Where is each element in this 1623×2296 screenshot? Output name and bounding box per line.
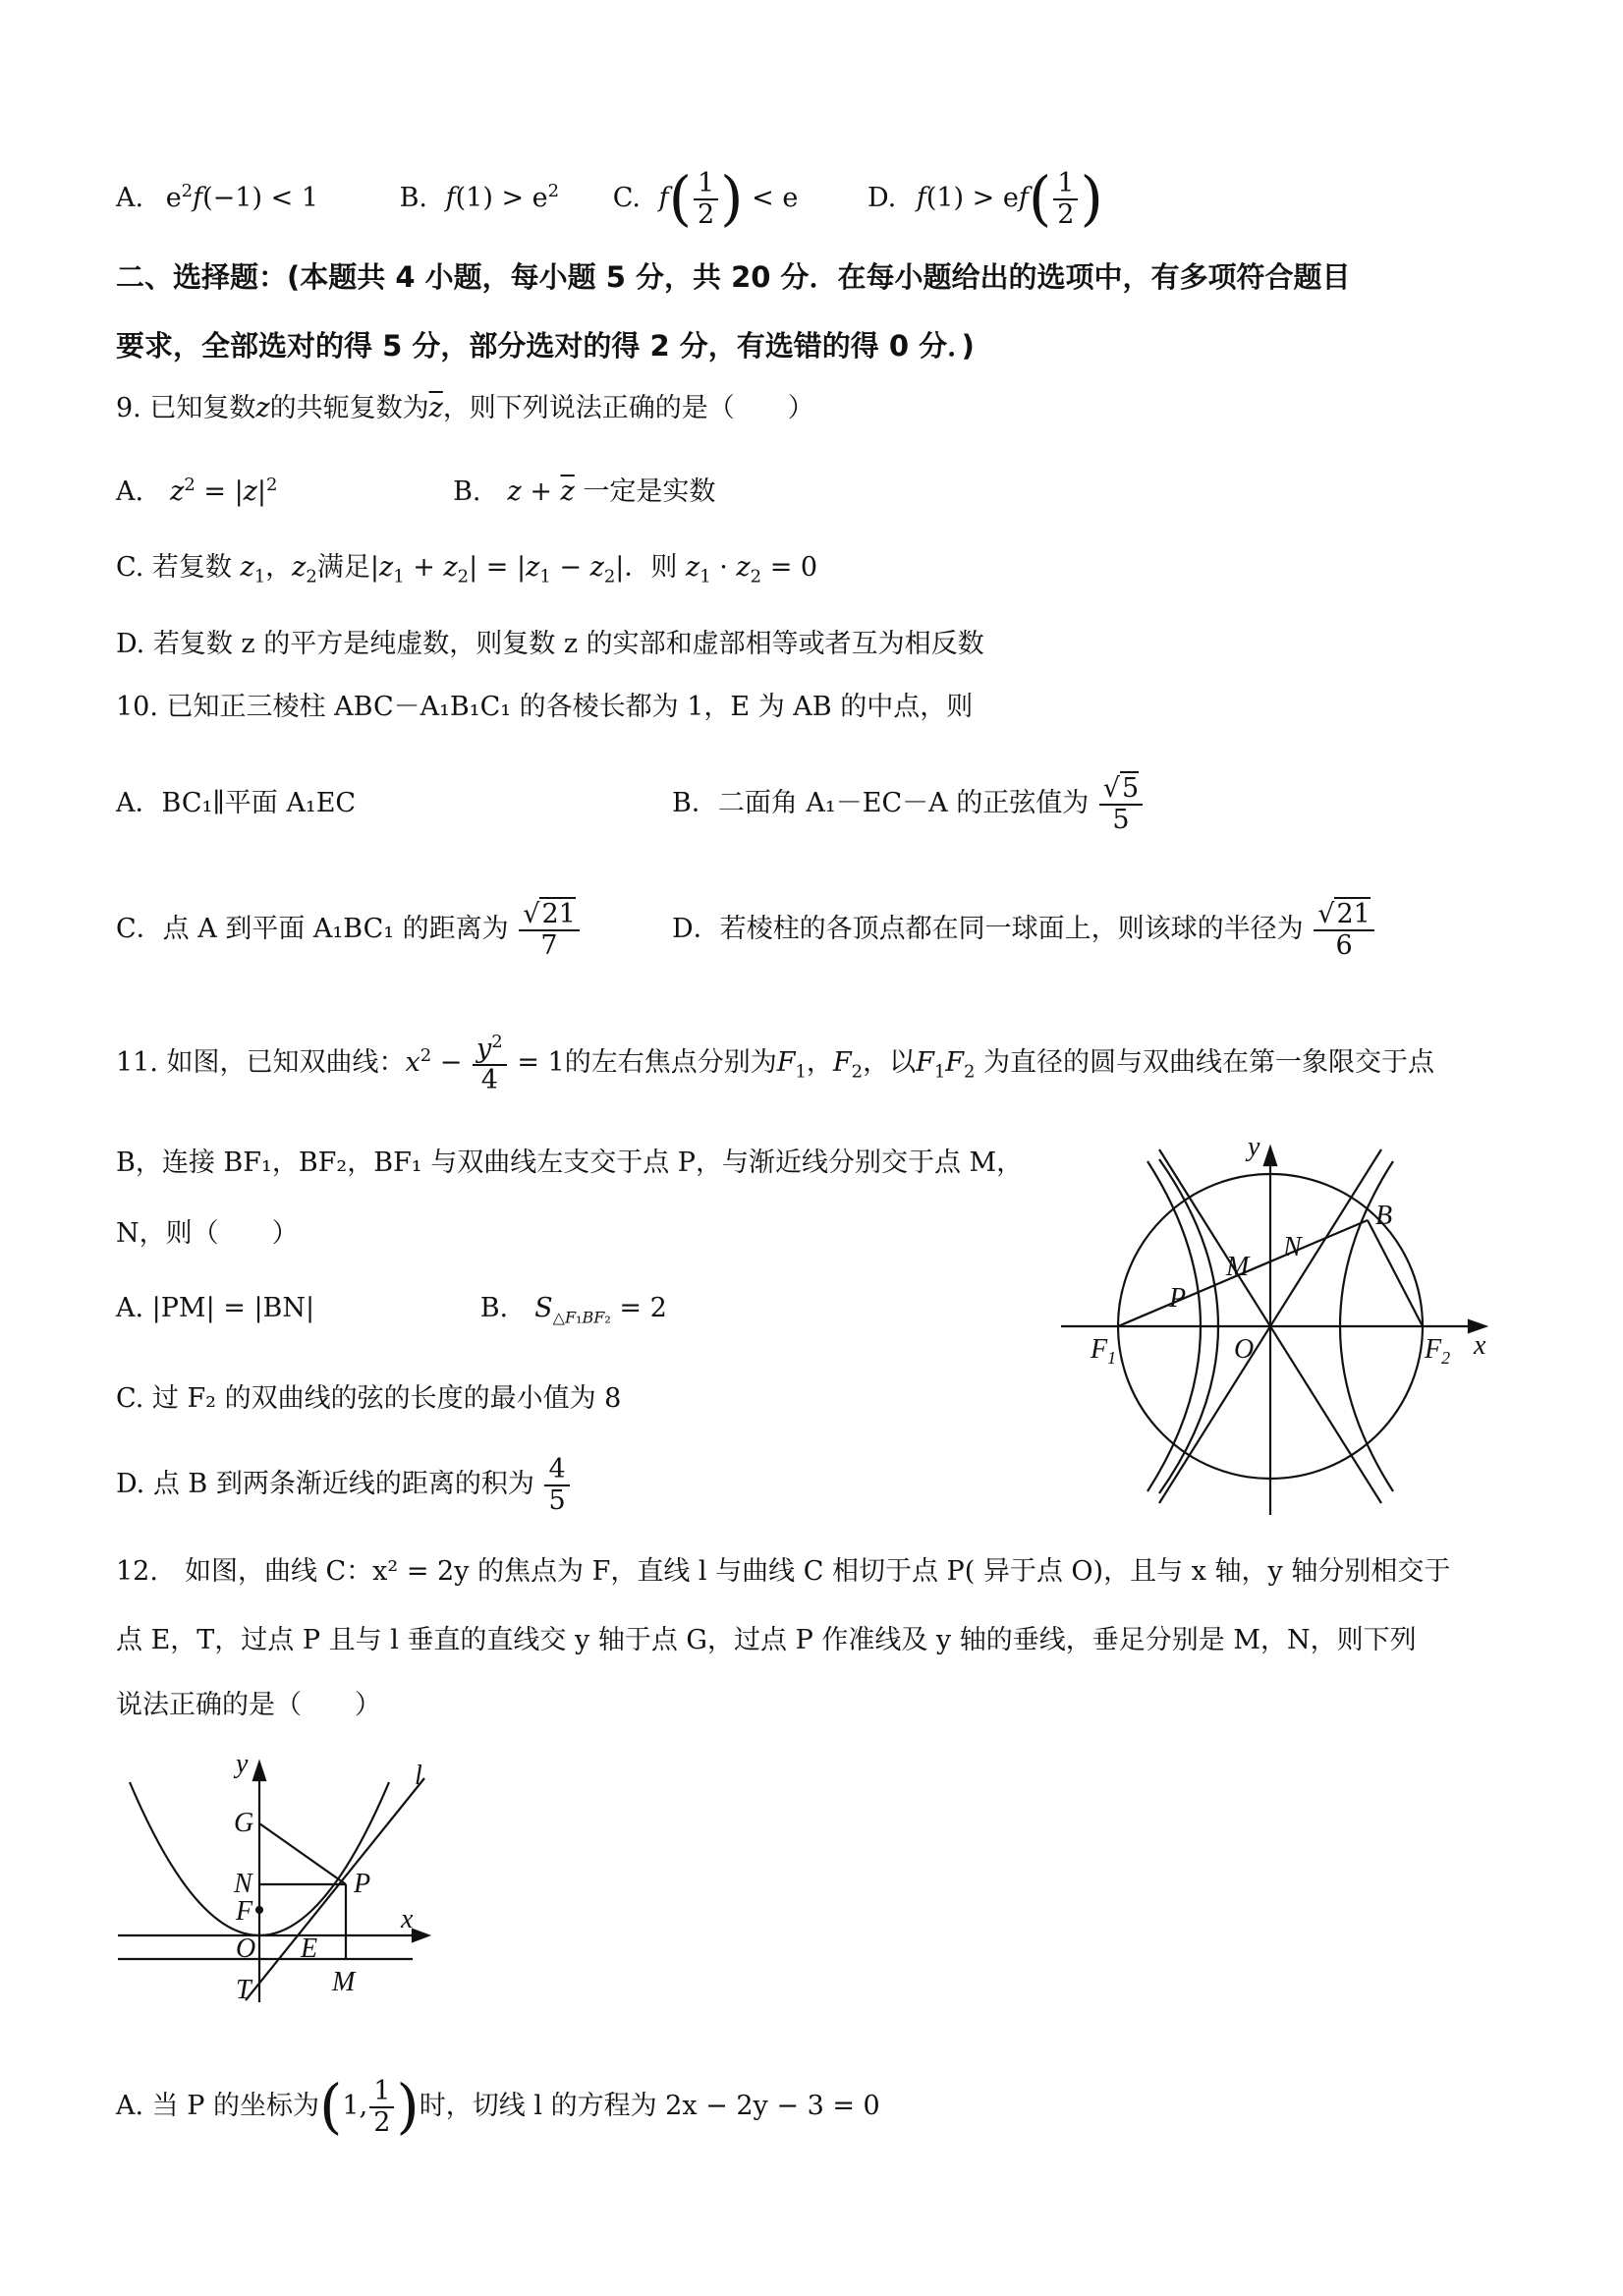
hyperbola-figure: [1061, 1130, 1493, 1523]
q9-stem: 9. 已知复数z的共轭复数为$\overline{z}$，则下列说法正确的是（ ）: [116, 393, 814, 423]
label-y: y: [1248, 1132, 1260, 1162]
label-l: l: [415, 1761, 422, 1791]
q12-line2: 点 E，T，过点 P 且与 l 垂直的直线交 y 轴于点 G，过点 P 作准线及 y 轴的垂线，垂足分别是 M，N，则下列: [116, 1625, 1417, 1655]
y-axis-arrow: [1264, 1148, 1276, 1165]
label-f: F: [236, 1896, 253, 1927]
q10-option-c: C．点 A 到平面 A₁BC₁ 的距离为 $\frac{√21}{7}$: [116, 882, 582, 977]
label-o: O: [236, 1933, 256, 1964]
focus-dot: [255, 1906, 263, 1914]
label-x: x: [1474, 1330, 1486, 1361]
q11-line3: N，则（ ）: [116, 1218, 299, 1249]
q12-option-a: A. 当 P 的坐标为(1, $\frac{1}{2}$ )时，切线 l 的方程为 2x − 2y − 3 = 0: [116, 2072, 880, 2142]
normal-line: [259, 1823, 346, 1884]
q8-option-a: A. $e^2f(-1) < 1$: [116, 181, 318, 213]
q12-line1: 12. 如图，曲线 C：x² = 2y 的焦点为 F，直线 l 与曲线 C 相切于点 P( 异于点 O)，且与 x 轴，y 轴分别相交于: [116, 1556, 1451, 1587]
q8-options: [116, 157, 1103, 234]
q8-option-d: D. f(1) > ef( $\frac{1}{2}$ ): [867, 164, 1103, 234]
q8-option-c: C. f( $\frac{1}{2}$ ) < e: [612, 164, 799, 234]
y-axis-arrow: [253, 1763, 265, 1780]
q11-line2: B，连接 BF₁，BF₂，BF₁ 与双曲线左支交于点 P，与渐近线分别交于点 M，: [116, 1148, 1024, 1178]
q10-stem: 10. 已知正三棱柱 ABC－A₁B₁C₁ 的各棱长都为 1，E 为 AB 的中点，则: [116, 692, 974, 722]
label-f1: $F_1$: [1091, 1334, 1117, 1368]
section2-heading-line1: 二、选择题：(本题共 4 小题，每小题 5 分，共 20 分．在每小题给出的选项中，有多项符合题目: [116, 260, 1351, 294]
label-f2: $F_2$: [1425, 1334, 1451, 1368]
label-p: P: [354, 1869, 371, 1899]
label-t: T: [236, 1975, 252, 2004]
q9-option-c: C. 若复数 $z_1$，$z_2$满足$|z_1 + z_2| = |z_1 - z_2|$．则 $z_1 \cdot z_2 = 0$: [116, 552, 818, 588]
label-e: E: [301, 1933, 318, 1964]
line-bf2: [1368, 1220, 1423, 1326]
label-p: P: [1169, 1283, 1187, 1314]
label-g: G: [234, 1808, 254, 1838]
q9-option-ab: A. $z^2 = |z|^2$ B. $z + \overline{z}$ 一定是实数: [116, 475, 716, 507]
x-axis-arrow: [413, 1930, 428, 1941]
q10-option-a: A．BC₁∥平面 A₁EC: [116, 788, 357, 818]
q9-option-d: D. 若复数 z 的平方是纯虚数，则复数 z 的实部和虚部相等或者互为相反数: [116, 629, 984, 659]
q10-option-d: D．若棱柱的各顶点都在同一球面上，则该球的半径为 $\frac{√21}{6}$: [672, 882, 1376, 977]
q8-option-b: B. $f(1) > e^2$: [399, 181, 560, 213]
q10-option-b: B．二面角 A₁－EC－A 的正弦值为 $\frac{√5}{5}$: [672, 756, 1145, 851]
label-n: N: [234, 1869, 252, 1899]
q11-option-ab: A. |PM| = |BN| B. $S_{\triangle F_1BF_2} = 2$: [116, 1293, 667, 1327]
label-b: B: [1375, 1201, 1393, 1231]
q11-stem: 11. 如图，已知双曲线：$x^2$ − $\frac{y^2}{4}$ = 1的左右焦点分别为$F_1$，$F_2$，以$F_1F_2$ 为直径的圆与双曲线在第一象限交于点: [116, 1031, 1435, 1095]
parabola-figure: [118, 1749, 452, 2004]
q11-option-c: C. 过 F₂ 的双曲线的弦的长度的最小值为 8: [116, 1383, 622, 1414]
label-n: N: [1283, 1232, 1302, 1262]
label-x: x: [401, 1904, 414, 1934]
label-m: M: [1226, 1252, 1250, 1282]
q12-line3: 说法正确的是（ ）: [116, 1690, 381, 1720]
label-m: M: [332, 1967, 356, 1997]
label-y: y: [236, 1749, 249, 1779]
q11-option-d: D. 点 B 到两条渐近线的距离的积为 $\frac{4}{5}$: [116, 1440, 572, 1529]
section2-heading-line2: 要求，全部选对的得 5 分，部分选对的得 2 分，有选错的得 0 分．): [116, 329, 975, 363]
label-o: O: [1234, 1334, 1255, 1365]
